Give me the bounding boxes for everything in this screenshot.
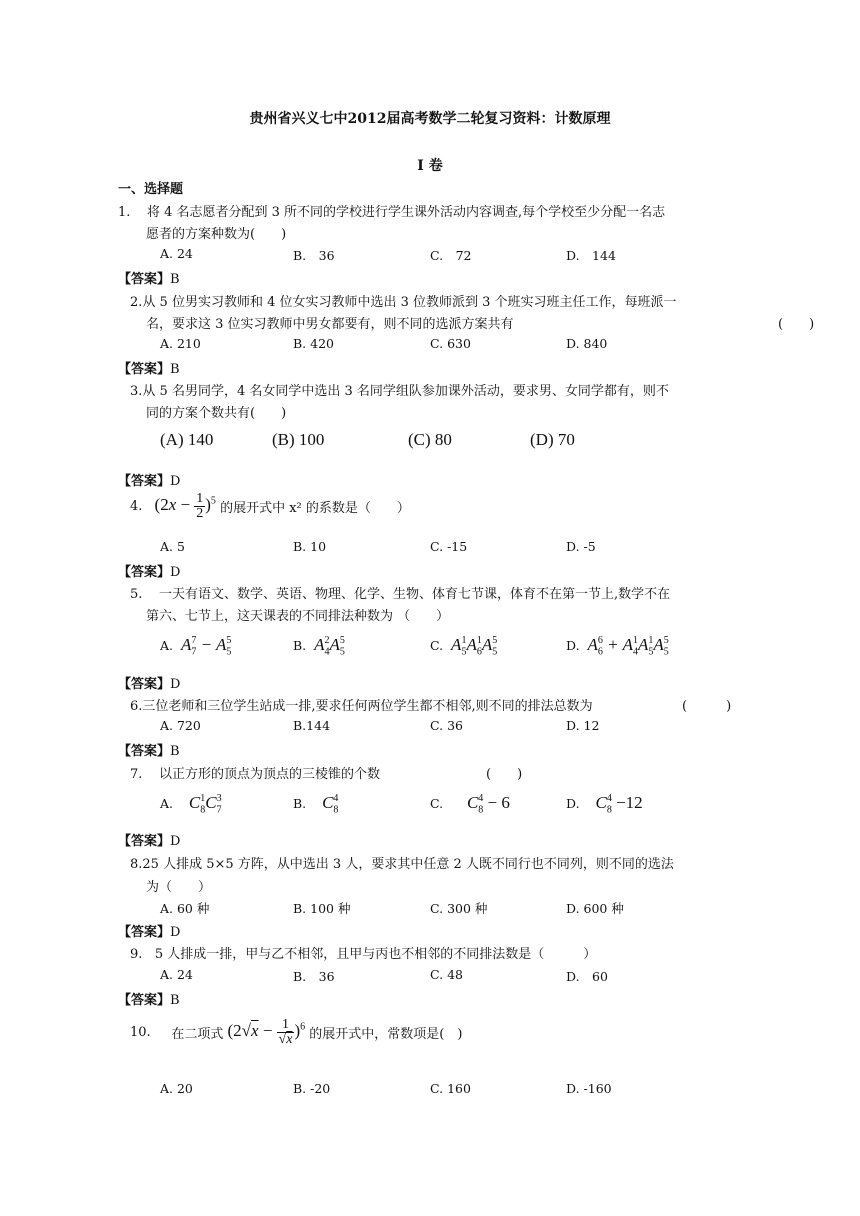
binomial-formula: (2√x − $\frac{1}{√x}$ )$^6$ [227, 1017, 306, 1047]
option-a: A. 5 [160, 539, 185, 554]
option-b: B. 100 种 [293, 901, 351, 916]
option-c: C. $C_8^4 - 6$ [430, 793, 510, 816]
answer-paren: ( ) [778, 317, 815, 332]
question-text: 5 人排成一排，甲与乙不相邻，且甲与丙也不相邻的不同排法数是（ ） [154, 947, 597, 962]
option-b: B.144 [293, 718, 331, 733]
option-d: D. 12 [566, 718, 600, 733]
option-a: A. 210 [160, 336, 201, 351]
question-2 [130, 291, 677, 310]
question-number: 1. [118, 205, 131, 220]
option-d: D. -5 [566, 539, 596, 554]
option-b: B. $C_8^4$ [293, 793, 339, 816]
question-text-post: 的展开式中，常数项是( ) [309, 1027, 463, 1042]
option-c: C. 36 [430, 718, 463, 733]
question-1 [118, 201, 665, 220]
question-text: 以正方形的顶点为顶点的三棱锥的个数 [158, 767, 380, 782]
answer-7: 【答案】D [118, 834, 181, 849]
question-10 [130, 1018, 462, 1064]
option-a: A. 20 [160, 1081, 193, 1096]
option-d: (D) 70 [530, 430, 575, 449]
option-d: D. 840 [566, 336, 608, 351]
option-c: C. 72 [430, 248, 472, 263]
binomial-formula: (2x − $\frac{1}{2}$ )$^5$ [154, 491, 216, 521]
document-title: 贵州省兴义七中2012届高考数学二轮复习资料：计数原理 [249, 111, 611, 127]
option-c: C. $A_5^1A_6^1A_5^5$ [430, 635, 498, 658]
question-number: 3. [130, 384, 143, 399]
option-c: (C) 80 [408, 430, 452, 449]
answer-5: 【答案】D [118, 677, 181, 692]
question-text: 三位老师和三位学生站成一排,要求任何两位学生都不相邻,则不同的排法总数为 [142, 699, 593, 714]
question-text: 将 4 名志愿者分配到 3 所不同的学校进行学生课外活动内容调查,每个学校至少分配一名志 [146, 205, 666, 220]
question-5-cont: 第六、七节上，这天课表的不同排法种数为 （ ） [146, 609, 450, 624]
question-6 [130, 695, 593, 714]
option-c: C. 160 [430, 1081, 471, 1096]
question-text-pre: 在二项式 [171, 1027, 224, 1042]
option-a: (A) 140 [160, 430, 214, 449]
answer-4: 【答案】D [118, 565, 181, 580]
option-d: D. 144 [566, 248, 616, 263]
question-3 [130, 380, 669, 399]
answer-2: 【答案】B [118, 362, 180, 377]
section-heading: 一、选择题 [118, 182, 184, 197]
option-a: A. 720 [160, 718, 201, 733]
question-4 [130, 492, 410, 532]
question-number: 8. [130, 857, 143, 872]
option-b: B. 36 [293, 969, 335, 984]
answer-8: 【答案】D [118, 925, 181, 940]
option-b: B. 36 [293, 248, 335, 263]
question-3-cont: 同的方案个数共有( ) [146, 406, 287, 421]
option-b: B. -20 [293, 1081, 331, 1096]
question-text: 的展开式中 x² 的系数是（ ） [220, 501, 410, 516]
question-5 [130, 583, 670, 602]
question-number: 9. [130, 947, 143, 962]
question-text: 25 人排成 5×5 方阵，从中选出 3 人，要求其中任意 2 人既不同行也不同列，则不同的选法 [142, 857, 674, 872]
question-number: 6. [130, 699, 143, 714]
option-a: A. $A_7^7 - A_5^5$ [160, 635, 232, 658]
question-1-cont: 愿者的方案种数为( ) [146, 227, 287, 242]
question-text: 从 5 名男同学，4 名女同学中选出 3 名同学组队参加课外活动，要求男、女同学都有，则不 [142, 384, 669, 399]
question-number: 5. [130, 587, 143, 602]
option-b: B. 420 [293, 336, 334, 351]
option-a: A. 24 [160, 967, 193, 982]
option-d: D. 60 [566, 969, 608, 984]
question-7 [130, 763, 380, 782]
option-b: (B) 100 [272, 430, 325, 449]
question-number: 7. [130, 767, 143, 782]
question-2-cont: 名，要求这 3 位实习教师中男女都要有，则不同的选派方案共有 [146, 317, 514, 332]
question-9 [130, 943, 596, 962]
option-d: D. $A_6^6 + A_4^1A_5^1A_5^5$ [566, 635, 669, 658]
question-8-cont: 为（ ） [146, 880, 212, 895]
question-8 [130, 853, 674, 872]
question-number: 2. [130, 295, 143, 310]
question-number: 4. [130, 499, 143, 514]
option-d: D. $C_8^4 -12$ [566, 793, 643, 816]
question-text: 从 5 位男实习教师和 4 位女实习教师中选出 3 位教师派到 3 个班实习班主任工作，每班派一 [142, 295, 677, 310]
question-number: 10. [130, 1025, 151, 1040]
volume-label: I 卷 [417, 158, 443, 174]
answer-1: 【答案】B [118, 272, 180, 287]
answer-3: 【答案】D [118, 474, 181, 489]
option-c: C. 630 [430, 336, 471, 351]
option-b: B. 10 [293, 539, 327, 554]
option-c: C. 300 种 [430, 901, 488, 916]
question-text: 一天有语文、数学、英语、物理、化学、生物、体育七节课，体育不在第一节上,数学不在 [158, 587, 671, 602]
option-a: A. 60 种 [160, 901, 210, 916]
option-a: A. $C_8^1C_7^3$ [160, 793, 222, 816]
answer-6: 【答案】B [118, 744, 180, 759]
option-d: D. -160 [566, 1081, 612, 1096]
option-a: A. 24 [160, 246, 193, 261]
answer-paren: ( ) [682, 699, 732, 714]
answer-paren: ( ) [486, 767, 523, 782]
option-d: D. 600 种 [566, 901, 624, 916]
option-b: B. $A_4^2A_5^5$ [293, 635, 345, 658]
option-c: C. 48 [430, 967, 463, 982]
option-c: C. -15 [430, 539, 468, 554]
answer-9: 【答案】B [118, 993, 180, 1008]
